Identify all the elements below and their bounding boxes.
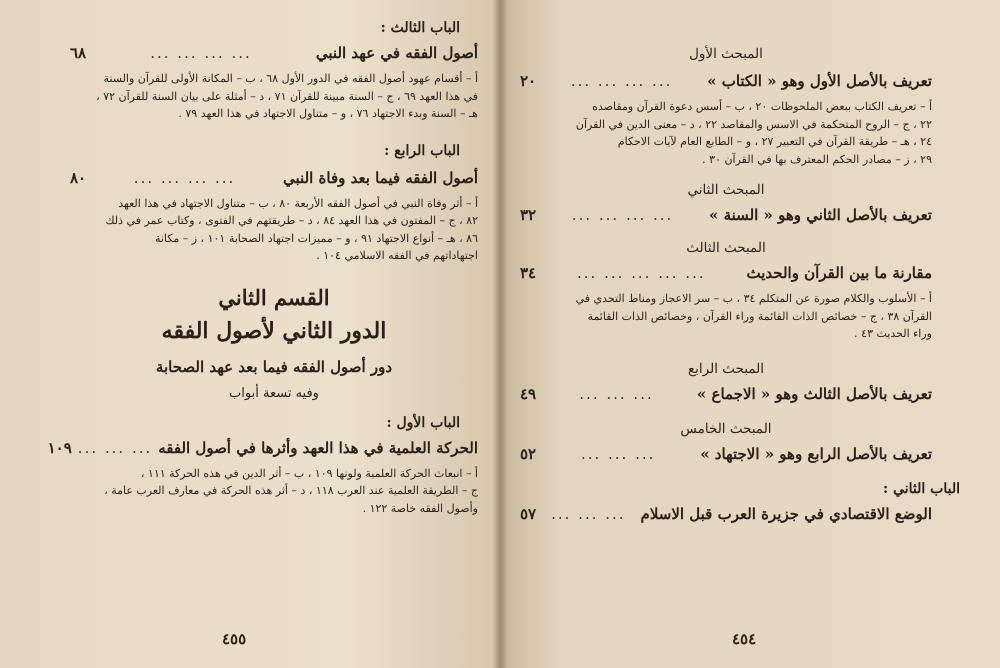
subtopic-line: اجتهاداتهم في الفقه الاسلامي ١٠٤ . [316,249,478,262]
section-heading: الباب الثالث : [380,20,460,36]
entry-page-number: ٥٧ [520,504,537,523]
entry-page-number: ٤٩ [520,384,537,403]
mabhath-label: المبحث الرابع [687,360,764,377]
left-page-content [47,20,478,517]
page-number-left: ٤٥٥ [222,630,247,648]
subtopic-line: أ – أثر وفاة النبي في أصول الفقه الأربعة ٨٠ ، ب – متناول الاجتهاد في هذا العهد [118,196,478,210]
entry-dots: ... ... ... [580,444,656,463]
toc-entry[interactable] [47,438,478,457]
toc-entry[interactable] [70,169,478,187]
entry-title: مقارنة ما بين القرآن والحديث [746,264,932,282]
entry-dots: ... ... ... ... ... [577,264,706,282]
subtopic-line: أ – أقسام عهود أصول الفقه في الدور الأول ٦٨ ، ب – المكانة الأولى للقرآن والسنة [103,72,478,85]
entry-dots: ... ... ... ... [150,44,252,62]
entry-title: الحركة العلمية في هذا العهد وأثرها في أصول الفقه [158,438,478,457]
entry-page-number: ٢٠ [520,72,537,90]
subtopic-line: القرآن ٣٨ ، ج – خصائص الذات القائمة وراء القرآن ، وخصائص الذات القائمة [587,309,932,323]
entry-page-number: ١٠٩ [47,438,72,457]
entry-title: الوضع الاقتصادي في جزيرة العرب قبل الاسلام [640,504,932,523]
entry-page-number: ٨٠ [70,168,87,187]
toc-entry[interactable] [520,505,932,523]
mabhath-label: المبحث الثالث [686,240,766,256]
entry-subtopics [70,465,478,518]
section-bab-4 [70,143,478,265]
entry-title: تعريف بالأصل الأول وهو « الكتاب » [707,72,932,90]
part-subtitle: الدور الثاني لأصول الفقه [161,317,387,344]
entry-dots: ... ... ... [77,438,153,457]
entry-title: أصول الفقه في عهد النبي [315,44,478,62]
right-page-content [520,46,960,523]
entry-dots: ... ... ... ... [571,206,674,224]
entry-page-number: ٥٢ [520,444,537,463]
part-two-header [70,285,478,401]
toc-entry[interactable] [520,72,932,90]
page-number-right: ٤٥٤ [732,630,757,648]
entry-dots: ... ... ... ... [133,168,236,187]
toc-entry[interactable] [70,44,478,62]
mabhath-label: المبحث الأول [689,46,763,62]
subtopic-line: ج – الطريقة العلمية عند العرب ١١٨ ، د – أثر هذه الحركة في معارف العرب عامة ، [104,484,478,497]
subtopic-line: ٢٤ ، هـ – طريقة القرآن في التعبير ٢٧ ، و – الطابع العام لآيات الاحكام [617,135,932,148]
toc-entry[interactable] [520,264,932,282]
subtopic-line: أ – انبعاث الحركة العلمية ولونها ١٠٩ ، ب – أثر الدين في هذه الحركة ١١١ ، [140,466,478,480]
toc-entry[interactable] [520,206,932,224]
right-page [500,0,1000,668]
subtopic-line: هـ – السنة وبدء الاجتهاد ٧٦ ، و – متناول الاجتهاد في هذا العهد ٧٩ . [178,107,478,120]
part-description: دور أصول الفقه فيما بعد عهد الصحابة [155,357,393,376]
subtopic-line: ٢٩ ، ز – مصادر الحكم المعترف بها في القرآن ٣٠ . [702,152,932,166]
toc-entry[interactable] [520,445,932,463]
subtopic-line: وأصول الفقه خاصة ١٢٢ . [362,501,478,515]
entry-page-number: ٦٨ [70,44,87,62]
entry-title: تعريف بالأصل الثاني وهو « السنة » [709,206,932,224]
section-bab-1 [47,414,478,518]
subtopic-line: أ – تعريف الكتاب ببعض الملحوظات ٢٠ ، ب – أسس دعوة القرآن ومقاصده [592,100,932,113]
toc-entry[interactable] [520,385,932,403]
entry-dots: ... ... ... [579,384,654,403]
subtopic-line: ٨٦ ، هـ – أنواع الاجتهاد ٩١ ، و – مميزات اجتهاد الصحابة ١٠١ ، ز – مكانة [154,231,478,245]
subtopic-line: في هذا العهد ٦٩ ، ج – السنة مبينة للقرآن ٧١ ، د – أمثلة على بيان السنة للقرآن ٧٢ ، [96,89,478,103]
mabhath-label: المبحث الثاني [687,182,765,198]
mabhath-label: المبحث الخامس [680,420,772,437]
section-heading: الباب الثاني : [883,480,960,497]
entry-title: تعريف بالأصل الثالث وهو « الاجماع » [696,384,932,403]
section-heading: الباب الرابع : [384,142,460,159]
subtopic-line: أ – الأسلوب والكلام صورة عن المتكلم ٣٤ ، ب – سر الاعجاز ومناط التحدي في [575,292,932,305]
part-title: القسم الثاني [218,284,330,310]
entry-subtopics [70,70,478,123]
section-bab-3 [70,20,478,123]
subtopic-line: ٢٢ ، ج – الروح المتحكمة في الاسس والمقاصد ٢٢ ، د – معنى الدين في القرآن [575,117,932,131]
entry-title: تعريف بالأصل الرابع وهو « الاجتهاد » [700,444,932,463]
entry-subtopics [520,290,932,343]
entry-subtopics [520,98,932,168]
entry-page-number: ٣٤ [520,264,537,282]
section-heading: الباب الأول : [386,414,460,431]
entry-dots: ... ... ... ... [570,72,673,90]
book-gutter [492,0,508,668]
entry-dots: ... ... ... [551,504,626,523]
part-note: وفيه تسعة أبواب [229,385,319,401]
entry-subtopics [70,195,478,265]
entry-title: أصول الفقه فيما بعد وفاة النبي [283,168,478,187]
subtopic-line: وراء الحديث ٤٣ . [854,327,932,340]
subtopic-line: ٨٢ ، ج – المفتون في هذا العهد ٨٤ ، د – طريقتهم في الفتوى ، وكتاب عمر في ذلك [105,214,478,227]
entry-page-number: ٣٢ [520,206,537,224]
